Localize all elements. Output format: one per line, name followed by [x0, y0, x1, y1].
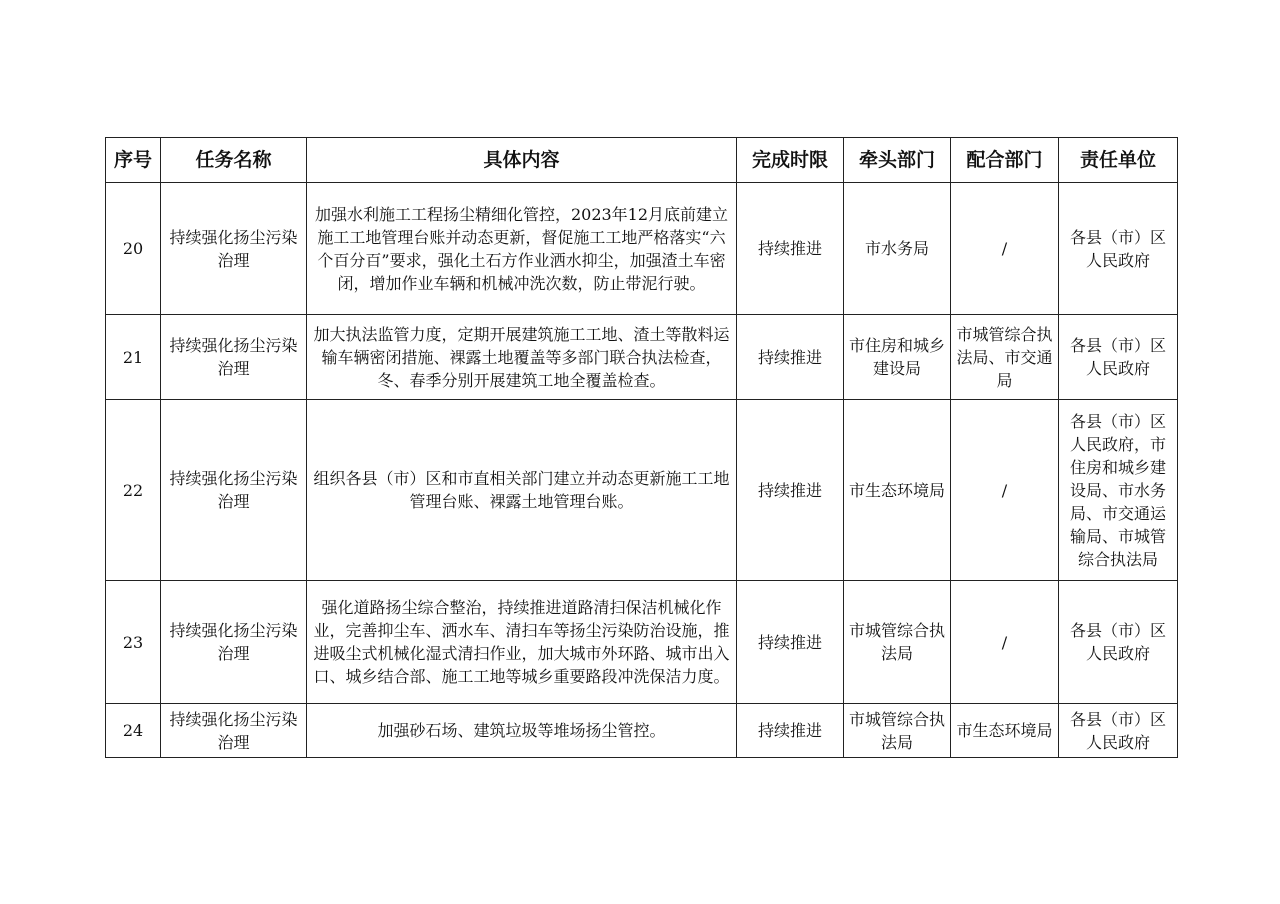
row-lead-dept: 市住房和城乡建设局 — [844, 315, 951, 400]
row-responsible: 各县（市）区人民政府 — [1059, 315, 1178, 400]
row-coop-dept: / — [951, 183, 1059, 315]
row-deadline: 持续推进 — [737, 315, 844, 400]
row-seq: 24 — [106, 704, 161, 758]
row-lead-dept: 市城管综合执法局 — [844, 704, 951, 758]
row-coop-dept: / — [951, 400, 1059, 581]
row-lead-dept: 市生态环境局 — [844, 400, 951, 581]
row-task-name: 持续强化扬尘污染治理 — [161, 400, 307, 581]
row-content: 加大执法监管力度，定期开展建筑施工工地、渣土等散料运输车辆密闭措施、裸露土地覆盖等多部门联合执法检查，冬、春季分别开展建筑工地全覆盖检查。 — [307, 315, 737, 400]
row-content: 强化道路扬尘综合整治，持续推进道路清扫保洁机械化作业，完善抑尘车、洒水车、清扫车等扬尘污染防治设施，推进吸尘式机械化湿式清扫作业，加大城市外环路、城市出入口、城乡结合部、施工工地等城乡重要路段冲洗保洁力度。 — [307, 581, 737, 704]
header-row — [106, 138, 1178, 183]
row-lead-dept: 市城管综合执法局 — [844, 581, 951, 704]
task-table — [105, 137, 1178, 758]
row-coop-dept: / — [951, 581, 1059, 704]
row-responsible: 各县（市）区人民政府 — [1059, 183, 1178, 315]
row-lead-dept: 市水务局 — [844, 183, 951, 315]
table-row — [106, 183, 1178, 315]
table-row — [106, 704, 1178, 758]
row-content: 加强砂石场、建筑垃圾等堆场扬尘管控。 — [307, 704, 737, 758]
row-task-name: 持续强化扬尘污染治理 — [161, 315, 307, 400]
row-seq: 23 — [106, 581, 161, 704]
row-content: 加强水利施工工程扬尘精细化管控，2023年12月底前建立施工工地管理台账并动态更新，督促施工工地严格落实“六个百分百”要求，强化土石方作业洒水抑尘，加强渣土车密闭，增加作业车辆和机械冲洗次数，防止带泥行驶。 — [307, 183, 737, 315]
row-task-name: 持续强化扬尘污染治理 — [161, 183, 307, 315]
row-task-name: 持续强化扬尘污染治理 — [161, 704, 307, 758]
row-coop-dept: 市城管综合执法局、市交通局 — [951, 315, 1059, 400]
header-seq: 序号 — [106, 138, 161, 183]
row-seq: 20 — [106, 183, 161, 315]
header-lead-dept: 牵头部门 — [844, 138, 951, 183]
row-responsible: 各县（市）区人民政府 — [1059, 581, 1178, 704]
row-deadline: 持续推进 — [737, 704, 844, 758]
header-content: 具体内容 — [307, 138, 737, 183]
row-coop-dept: 市生态环境局 — [951, 704, 1059, 758]
row-seq: 21 — [106, 315, 161, 400]
row-deadline: 持续推进 — [737, 581, 844, 704]
row-responsible: 各县（市）区人民政府 — [1059, 704, 1178, 758]
row-deadline: 持续推进 — [737, 183, 844, 315]
row-responsible: 各县（市）区人民政府，市住房和城乡建设局、市水务局、市交通运输局、市城管综合执法局 — [1059, 400, 1178, 581]
header-coop-dept: 配合部门 — [951, 138, 1059, 183]
row-deadline: 持续推进 — [737, 400, 844, 581]
header-responsible: 责任单位 — [1059, 138, 1178, 183]
row-seq: 22 — [106, 400, 161, 581]
table-row — [106, 400, 1178, 581]
row-content: 组织各县（市）区和市直相关部门建立并动态更新施工工地管理台账、裸露土地管理台账。 — [307, 400, 737, 581]
table-row — [106, 581, 1178, 704]
header-deadline: 完成时限 — [737, 138, 844, 183]
header-task-name: 任务名称 — [161, 138, 307, 183]
table-row — [106, 315, 1178, 400]
row-task-name: 持续强化扬尘污染治理 — [161, 581, 307, 704]
